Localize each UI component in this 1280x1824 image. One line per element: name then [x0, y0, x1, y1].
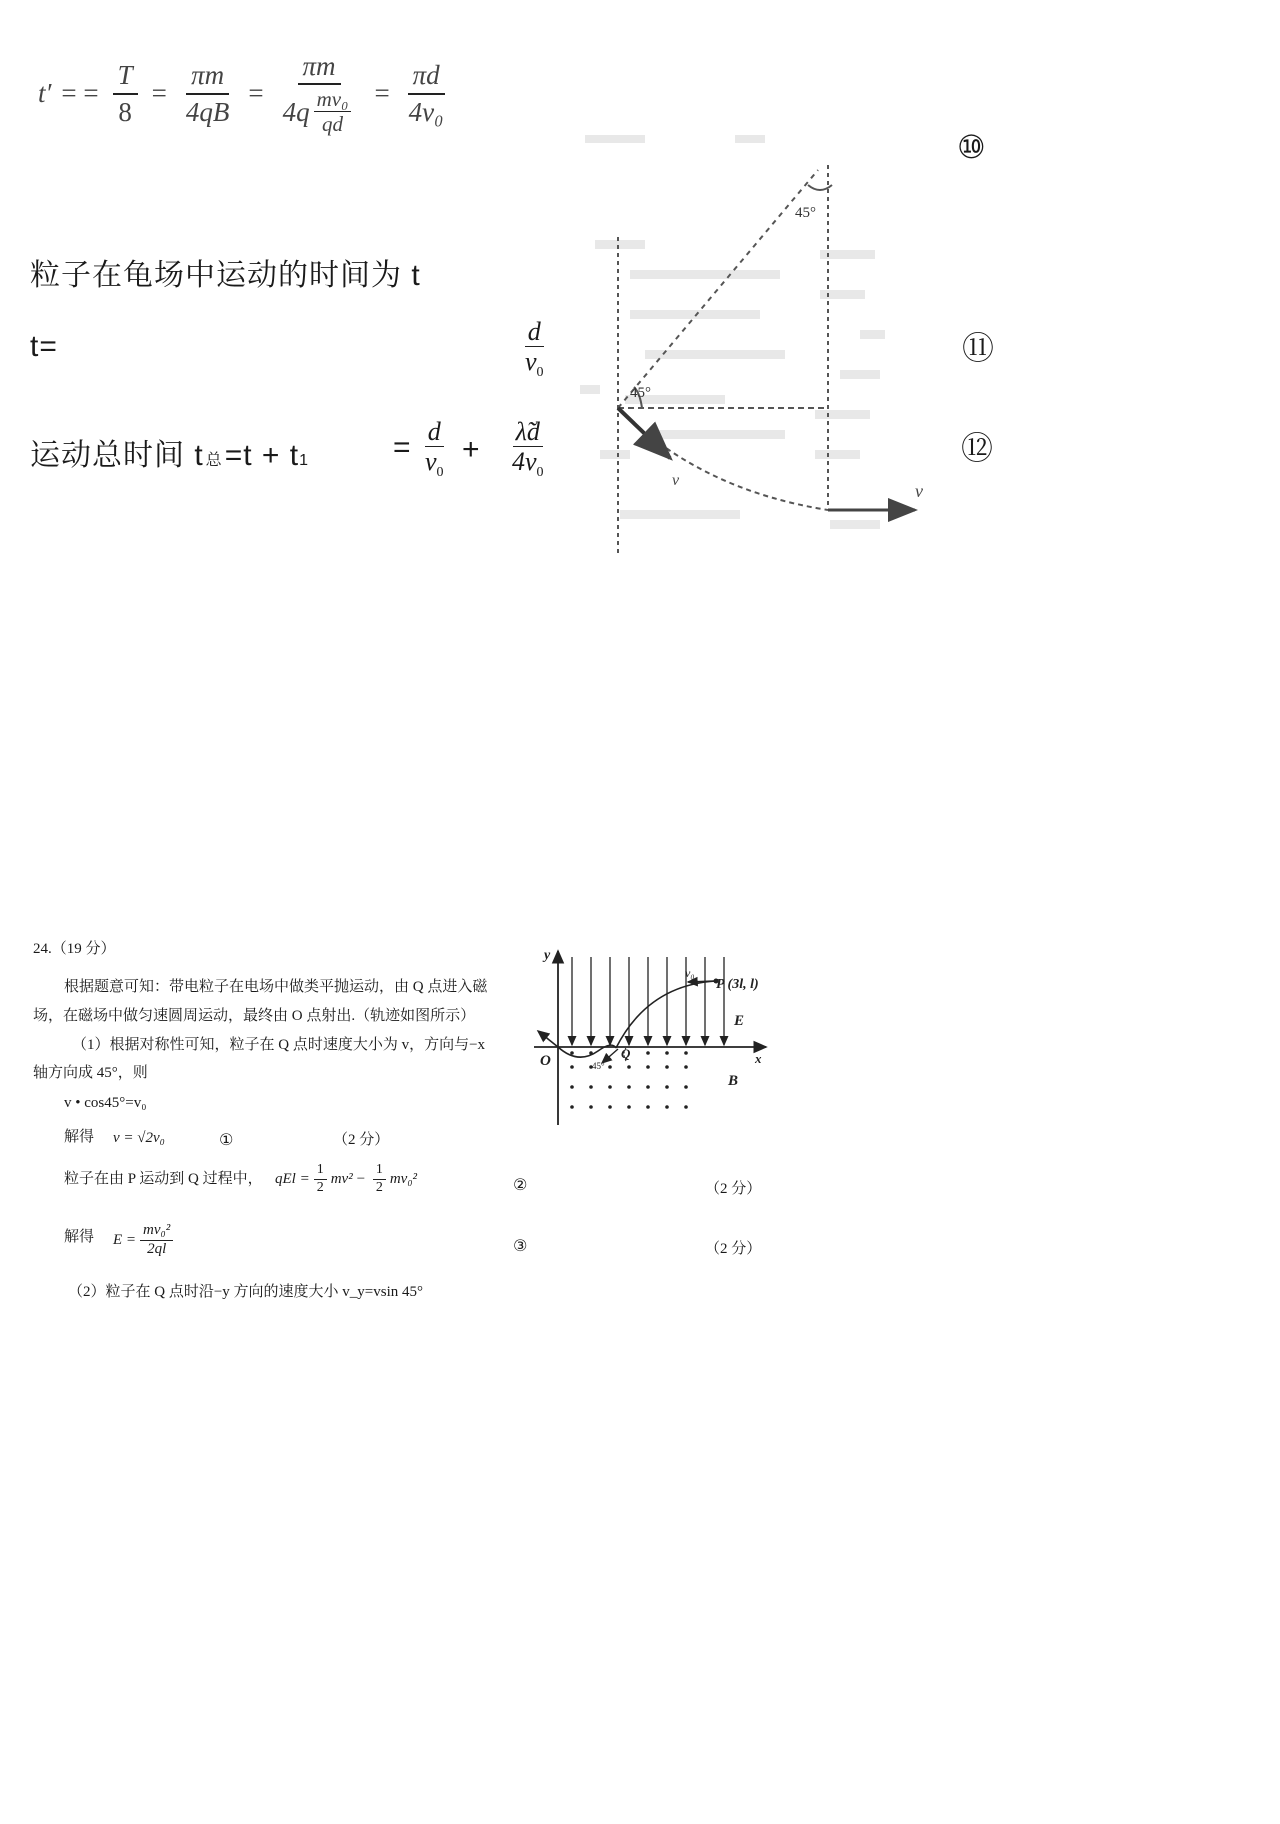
top-angle-label: 45°	[795, 205, 816, 221]
equation-marker-11: ⑪	[962, 329, 995, 367]
trajectory-diagram-upper	[560, 125, 960, 555]
angle-45-label: 45°	[592, 1061, 605, 1071]
problem-number: 24.（19 分）	[33, 941, 116, 957]
t-prime-symbol: t′	[38, 78, 52, 109]
score-2: （2 分）	[705, 1181, 762, 1197]
score-3: （2 分）	[705, 1241, 762, 1257]
fraction-t-over-8: $\frac{T}{8}$	[113, 61, 138, 126]
part2-line: （2）粒子在 Q 点时沿−y 方向的速度大小 v_y=vsin 45°	[68, 1284, 424, 1300]
equation-2-prefix: 粒子在由 P 运动到 Q 过程中，	[64, 1171, 263, 1187]
curved-trajectory	[618, 408, 828, 510]
fraction-pim-over-4qb: $\frac{\pi m}{4qB}$	[185, 60, 230, 127]
radius-dashed-line	[618, 170, 818, 408]
q-label: Q	[621, 1046, 631, 1061]
equation-1: v = √2v₀	[113, 1130, 165, 1146]
double-equals: = =	[61, 78, 99, 109]
total-fraction-1: $\frac{d}{v_0}$	[425, 417, 444, 481]
origin-label: O	[540, 1053, 551, 1069]
score-1: （2 分）	[333, 1132, 390, 1148]
total-equals-sign: =	[393, 431, 412, 464]
part1-line-2: 轴方向成 45°，则	[33, 1065, 148, 1081]
intro-line-2: 场，在磁场中做匀速圆周运动，最终由 O 点射出.（轨迹如图所示）	[33, 1008, 476, 1024]
total-time-expression: 运动总时间 t $_总$ =t + t 1	[30, 439, 309, 472]
p-label: P (3l, l)	[716, 977, 759, 992]
equation-3: E = $\frac{\text{mv₀²}}{2ql}$	[113, 1223, 177, 1258]
v0-label: v₀	[685, 966, 695, 980]
intro-line-1: 根据题意可知：带电粒子在电场中做类平抛运动，由 Q 点进入磁	[64, 979, 488, 995]
equation-marker-10: ⑩	[957, 128, 986, 166]
t-equals-label: t=	[30, 330, 58, 363]
y-axis-label: y	[544, 948, 551, 963]
part1-line-1: （1）根据对称性可知，粒子在 Q 点时速度大小为 v，方向与−x	[72, 1037, 486, 1053]
equation-marker-3: ③	[513, 1236, 528, 1255]
total-plus-sign: +	[462, 433, 481, 466]
bottom-angle-label: 45°	[630, 385, 651, 401]
faded-background-text	[580, 135, 885, 529]
field-trajectory-figure	[528, 945, 773, 1130]
t-fraction: $\frac{d}{v_0}$	[525, 317, 544, 381]
total-fraction-2: $\frac{\lambdãd}{4v_0}$	[512, 417, 544, 481]
v0-arrow	[688, 981, 714, 982]
solve-label-1: 解得	[64, 1129, 95, 1145]
equation-marker-1: ①	[219, 1130, 234, 1149]
b-field-label: B	[728, 1073, 739, 1089]
equation-cos45: v • cos45°=v₀	[64, 1095, 147, 1111]
fraction-compound: πm 4q $\frac{\text{mv₀}}{qd}$	[278, 52, 361, 135]
e-field-label: E	[734, 1013, 745, 1029]
exit-arrow-at-o	[538, 1031, 558, 1047]
electric-field-lines	[572, 957, 724, 1045]
period-time-formula: t′ = = $\frac{T}{8}$ = $\frac{\pi m}{4qB}$ = πm 4q $\frac{\text{mv₀}}{qd}$ = $\frac{\pi d}{\text{4v₀}}$	[38, 52, 453, 135]
fraction-pid-over-4v0: $\frac{\pi d}{\text{4v₀}}$	[408, 60, 444, 127]
fraction-mv0-over-qd: $\frac{\text{mv₀}}{qd}$	[314, 88, 352, 135]
electric-field-time-sentence: 粒子在龟场中运动的时间为 t	[30, 259, 421, 292]
v-end-label: v	[915, 481, 923, 501]
solve-label-2: 解得	[64, 1229, 95, 1245]
equation-marker-12: ⑫	[961, 429, 994, 467]
equation-2: qEl = $\frac{1}{2}$ mv² − $\frac{1}{2}$ mv₀²	[275, 1162, 418, 1195]
x-axis-label: x	[755, 1051, 762, 1066]
electric-parabola-trajectory	[616, 981, 716, 1048]
equation-marker-2: ②	[513, 1175, 528, 1194]
v-label: v	[672, 472, 680, 489]
